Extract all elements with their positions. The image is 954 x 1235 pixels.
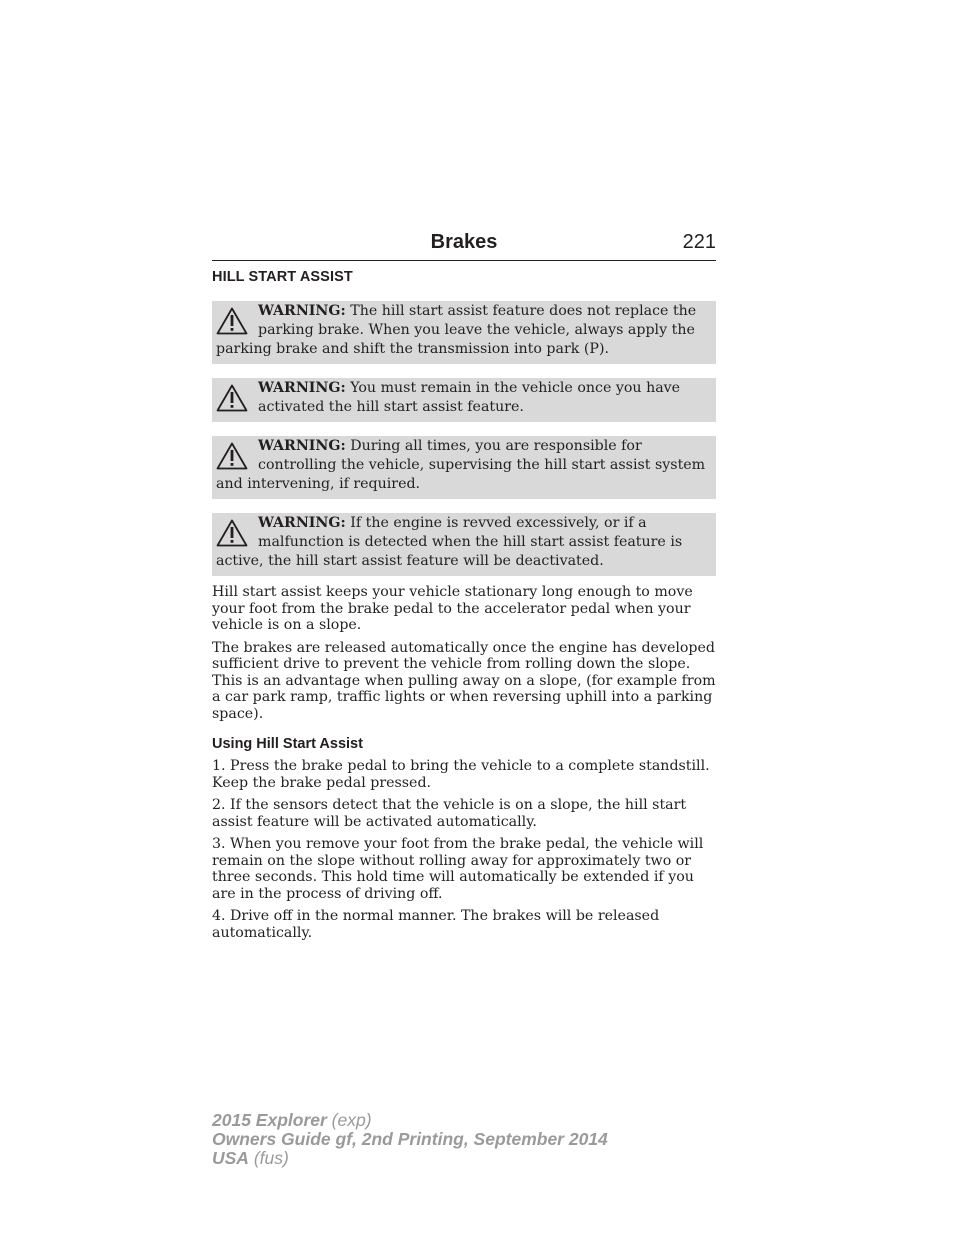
subsection-title: Using Hill Start Assist (212, 736, 363, 752)
footer-model-code: (exp) (326, 1110, 372, 1130)
warning-box-2 (212, 378, 716, 422)
warning-label: WARNING: (258, 515, 346, 531)
warning-label: WARNING: (258, 303, 346, 319)
manual-page (212, 228, 716, 947)
warning-label: WARNING: (258, 380, 346, 396)
warning-triangle-icon (216, 519, 248, 549)
footer-market-code: (fus) (248, 1148, 289, 1168)
warning-text: During all times, you are responsible for controlling the vehicle, supervising the hill start assist system and intervening, if required. (216, 438, 706, 492)
step-2: 2. If the sensors detect that the vehicle is on a slope, the hill start assist feature will be activated automatically. (212, 797, 687, 830)
page-header (212, 228, 716, 261)
warning-text: If the engine is revved excessively, or if a malfunction is detected when the hill start assist feature is active, the hill start assist feature will be deactivated. (216, 515, 683, 569)
step-3: 3. When you remove your foot from the brake pedal, the vehicle will remain on the slope without rolling away for approximately two or three seconds. This hold time will automatically be extended if you are in the process of driving off. (212, 836, 704, 902)
warning-triangle-icon (216, 307, 248, 337)
paragraph-2: The brakes are released automatically once the engine has developed sufficient drive to prevent the vehicle from rolling down the slope. This is an advantage when pulling away on a slope, (for example from a car park ramp, traffic lights or when reversing uphill into a parking space). (212, 639, 716, 722)
warning-text: You must remain in the vehicle once you have activated the hill start assist feature. (258, 380, 681, 415)
footer-line-3 (212, 1149, 608, 1168)
warning-triangle-icon (216, 384, 248, 414)
footer-market: USA (212, 1148, 249, 1168)
footer-model: 2015 Explorer (212, 1110, 327, 1130)
warning-text: The hill start assist feature does not replace the parking brake. When you leave the vehicle, always apply the parking brake and shift the transmission into park (P). (216, 303, 697, 357)
page-footer (212, 1111, 608, 1168)
footer-line-1 (212, 1111, 608, 1130)
paragraph-1: Hill start assist keeps your vehicle stationary long enough to move your foot from the brake pedal to the accelerator pedal when your vehicle is on a slope. (212, 584, 693, 633)
step-1: 1. Press the brake pedal to bring the vehicle to a complete standstill. Keep the brake pedal pressed. (212, 758, 710, 791)
warning-label: WARNING: (258, 438, 346, 454)
page-number: 221 (682, 231, 716, 253)
footer-printing: Owners Guide gf, 2nd Printing, September 2014 (212, 1129, 608, 1149)
section-title: HILL START ASSIST (212, 269, 353, 285)
chapter-title: Brakes (430, 231, 498, 253)
step-4: 4. Drive off in the normal manner. The brakes will be released automatically. (212, 908, 660, 941)
warning-box-4 (212, 513, 716, 576)
warning-box-1 (212, 301, 716, 364)
footer-line-2 (212, 1130, 608, 1149)
warning-box-3 (212, 436, 716, 499)
warning-triangle-icon (216, 442, 248, 472)
